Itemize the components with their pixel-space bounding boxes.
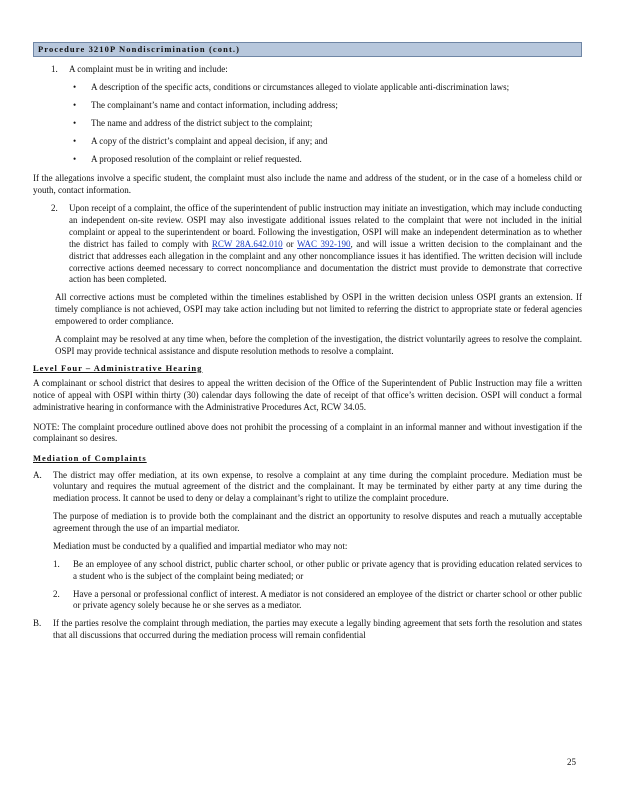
- student-paragraph: If the allegations involve a specific student, the complaint must also include the name and address of the student, or in the case of a homeless child or youth, contact information.: [33, 173, 582, 196]
- item-2: 2. Upon receipt of a complaint, the office of the superintendent of public instruction may initiate an investigation, which may include conducting an independent on-site review. OSPI may also investigate additional issues related to the complaint that were not included in the initial complaint or appeal to the superintendent or board. Following the investigation, OSPI will make an independent determination as to whether the district has failed to comply with RCW 28A.642.010 or WAC 392-190, and will issue a written decision to the complainant and the district that addresses each allegation in the complaint and any other noncompliance issues it has identified. The written decision will include corrective actions deemed necessary to correct noncompliance and documentation the district must provide to demonstrate that corrective action has been completed.: [51, 203, 582, 285]
- document-page: [33, 42, 582, 642]
- bullet-icon: •: [73, 153, 77, 164]
- mediation-purpose: The purpose of mediation is to provide both the complainant and the district an opportunity to resolve disputes and reach a mutually acceptable agreement through the use of an impartial mediator.: [53, 511, 582, 534]
- list-item: • A copy of the district’s complaint and appeal decision, if any; and: [73, 135, 328, 146]
- complaint-requirements-list: [33, 82, 582, 165]
- bullet-icon: •: [73, 117, 77, 128]
- item-1: [33, 64, 582, 76]
- resolved-paragraph: A complaint may be resolved at any time when, before the completion of the investigation, the district voluntarily agrees to resolve the complaint. OSPI may provide technical assistance and dispute resolution methods to resolve a complaint.: [55, 333, 582, 356]
- item-2-number: 2.: [51, 203, 58, 214]
- level-four-text: A complainant or school district that desires to appeal the written decision of the Office of the Superintendent of Public Instruction may file a written notice of appeal with OSPI within thirty (30) calendar days following the date of receipt of that office’s written decision. OSPI will conduct a formal administrative hearing in conformance with the Administrative Procedures Act, RCW 34.05.: [33, 377, 582, 412]
- note-paragraph: NOTE: The complaint procedure outlined above does not prohibit the processing of a complaint in an informal manner and without investigation if the complainant so desires.: [33, 421, 582, 444]
- mediation-heading: Mediation of Complaints: [33, 453, 147, 464]
- mediation-item-b: B. If the parties resolve the complaint through mediation, the parties may execute a legally binding agreement that sets forth the resolution and states that all discussions that occurred during the mediation process will remain confidential: [33, 618, 582, 641]
- list-item: • A proposed resolution of the complaint or relief requested.: [73, 153, 302, 164]
- mediation-item-a: A. The district may offer mediation, at its own expense, to resolve a complaint at any time during the complaint procedure. Mediation must be voluntary and requires the mutual agreement of the district and the complainant. It may be terminated by either party at any time during the mediation process. It cannot be used to deny or delay a complainant’s right to utilize the complaint procedure.: [33, 469, 582, 504]
- procedure-header: Procedure 3210P Nondiscrimination (cont.): [33, 42, 582, 57]
- bullet-icon: •: [73, 99, 77, 110]
- list-item: • A description of the specific acts, conditions or circumstances alleged to violate applicable anti-discrimination laws;: [73, 82, 510, 93]
- mediator-restriction-1: 1. Be an employee of any school district, public charter school, or other public or private agency that is providing education related services to a student who is the subject of the complaint being mediated; or: [53, 558, 582, 581]
- bullet-icon: •: [73, 135, 77, 146]
- mediation-qualified: Mediation must be conducted by a qualified and impartial mediator who may not:: [53, 540, 348, 551]
- mediator-restriction-2: 2. Have a personal or professional conflict of interest. A mediator is not considered an employee of the district or charter school or other public or private agency solely because he or she serves as a mediator.: [53, 588, 582, 611]
- page-number: 25: [567, 757, 576, 767]
- item-1-number: 1.: [51, 64, 58, 75]
- list-item: • The complainant’s name and contact information, including address;: [73, 99, 338, 110]
- level-four-heading: Level Four – Administrative Hearing: [33, 362, 203, 373]
- corrective-actions-paragraph: All corrective actions must be completed within the timelines established by OSPI in the written decision unless OSPI grants an extension. If timely compliance is not achieved, OSPI may take action including but not limited to referring the district to appropriate state or federal agencies empowered to order compliance.: [55, 292, 582, 327]
- rcw-link[interactable]: RCW 28A.642.010: [211, 238, 283, 249]
- item-1-text: A complaint must be in writing and include:: [69, 64, 228, 75]
- bullet-icon: •: [73, 82, 77, 93]
- wac-link[interactable]: WAC 392-190: [297, 238, 351, 249]
- list-item: • The name and address of the district subject to the complaint;: [73, 117, 313, 128]
